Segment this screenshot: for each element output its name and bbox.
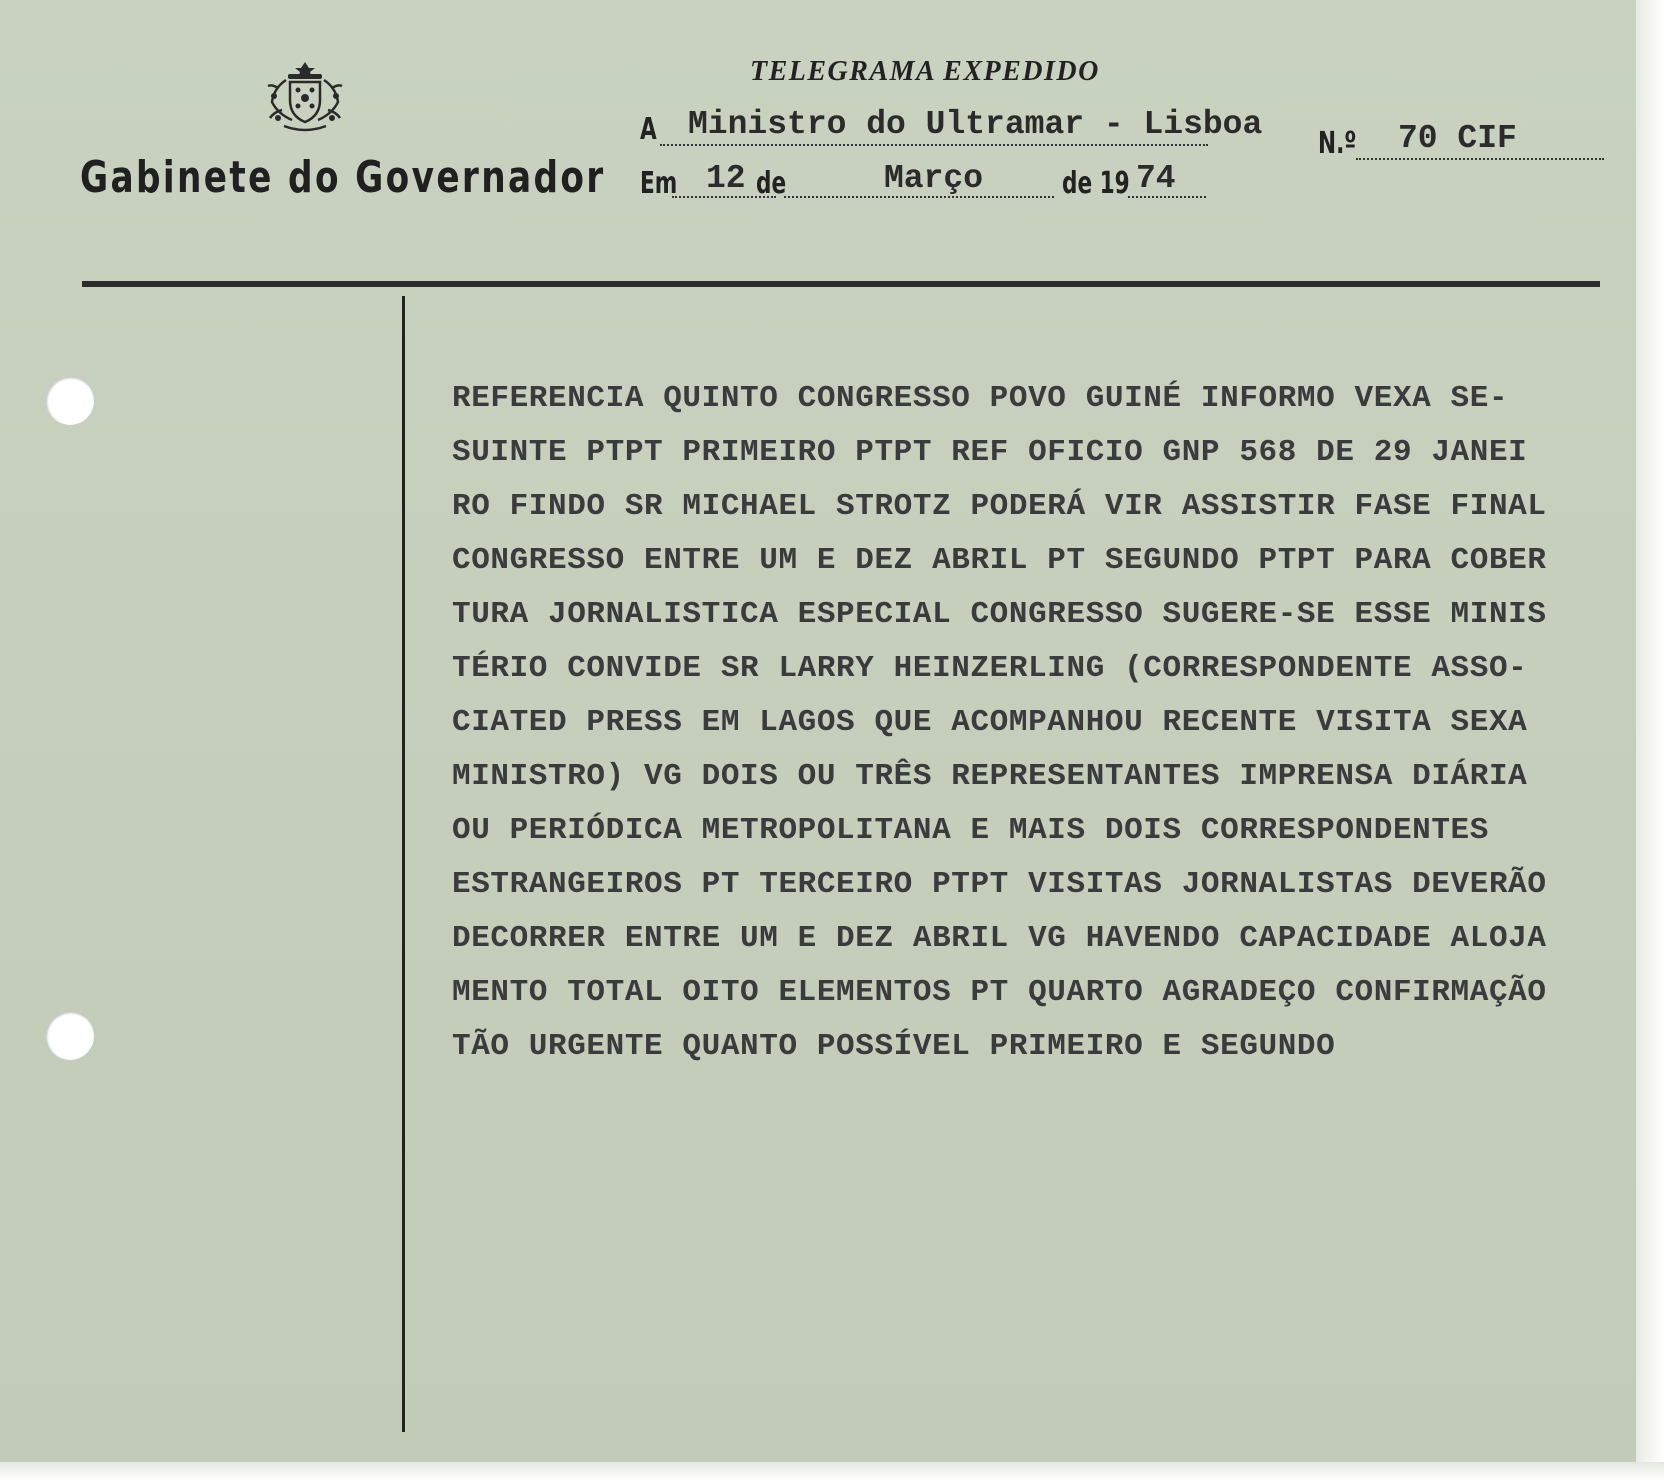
- date-century: de 19: [1062, 166, 1130, 201]
- body-line: OU PERIÓDICA METROPOLITANA E MAIS DOIS CORRESPONDENTES: [452, 813, 1489, 848]
- body-line: TÃO URGENTE QUANTO POSSÍVEL PRIMEIRO E SEGUNDO: [452, 1029, 1336, 1064]
- to-dotted-line: [660, 144, 1208, 146]
- body-line: MENTO TOTAL OITO ELEMENTOS PT QUARTO AGRADEÇO CONFIRMAÇÃO: [452, 975, 1547, 1010]
- body-line: MINISTRO) VG DOIS OU TRÊS REPRESENTANTES IMPRENSA DIÁRIA: [452, 759, 1528, 794]
- body-line: CONGRESSO ENTRE UM E DEZ ABRIL PT SEGUNDO PTPT PARA COBER: [452, 543, 1547, 578]
- margin-rule: [402, 296, 405, 1432]
- scan-edge-bottom: [0, 1462, 1664, 1480]
- body-line: REFERENCIA QUINTO CONGRESSO POVO GUINÉ INFORMO VEXA SE-: [452, 381, 1509, 416]
- date-prefix: Em: [640, 166, 678, 201]
- body-line: ESTRANGEIROS PT TERCEIRO PTPT VISITAS JORNALISTAS DEVERÃO: [452, 867, 1547, 902]
- body-line: TÉRIO CONVIDE SR LARRY HEINZERLING (CORRESPONDENTE ASSO-: [452, 651, 1528, 686]
- body-line: SUINTE PTPT PRIMEIRO PTPT REF OFICIO GNP 568 DE 29 JANEI: [452, 435, 1528, 470]
- form-title: TELEGRAMA EXPEDIDO: [750, 56, 1100, 87]
- body-line: DECORRER ENTRE UM E DEZ ABRIL VG HAVENDO CAPACIDADE ALOJA: [452, 921, 1547, 956]
- body-line: TURA JORNALISTICA ESPECIAL CONGRESSO SUGERE-SE ESSE MINIS: [452, 597, 1547, 632]
- date-year: 74: [1136, 160, 1176, 197]
- number-dotted-line: [1356, 158, 1604, 160]
- date-de-1: de: [756, 166, 787, 201]
- punch-hole-bottom: [46, 1012, 94, 1060]
- punch-hole-top: [46, 377, 94, 425]
- date-day: 12: [706, 160, 746, 197]
- date-month: Março: [884, 160, 984, 197]
- to-value: Ministro do Ultramar - Lisboa: [688, 106, 1263, 143]
- header-rule: [82, 281, 1600, 287]
- scan-edge-right: [1636, 0, 1664, 1480]
- office-title: Gabinete do Governador: [80, 152, 606, 203]
- number-value: 70 CIF: [1398, 120, 1517, 157]
- telegram-body: [452, 372, 1602, 1074]
- body-line: RO FINDO SR MICHAEL STROTZ PODERÁ VIR ASSISTIR FASE FINAL: [452, 489, 1547, 524]
- body-line: CIATED PRESS EM LAGOS QUE ACOMPANHOU RECENTE VISITA SEXA: [452, 705, 1528, 740]
- coat-of-arms-icon: [258, 58, 352, 136]
- number-label: N.º: [1318, 126, 1357, 161]
- to-label: A: [640, 112, 657, 147]
